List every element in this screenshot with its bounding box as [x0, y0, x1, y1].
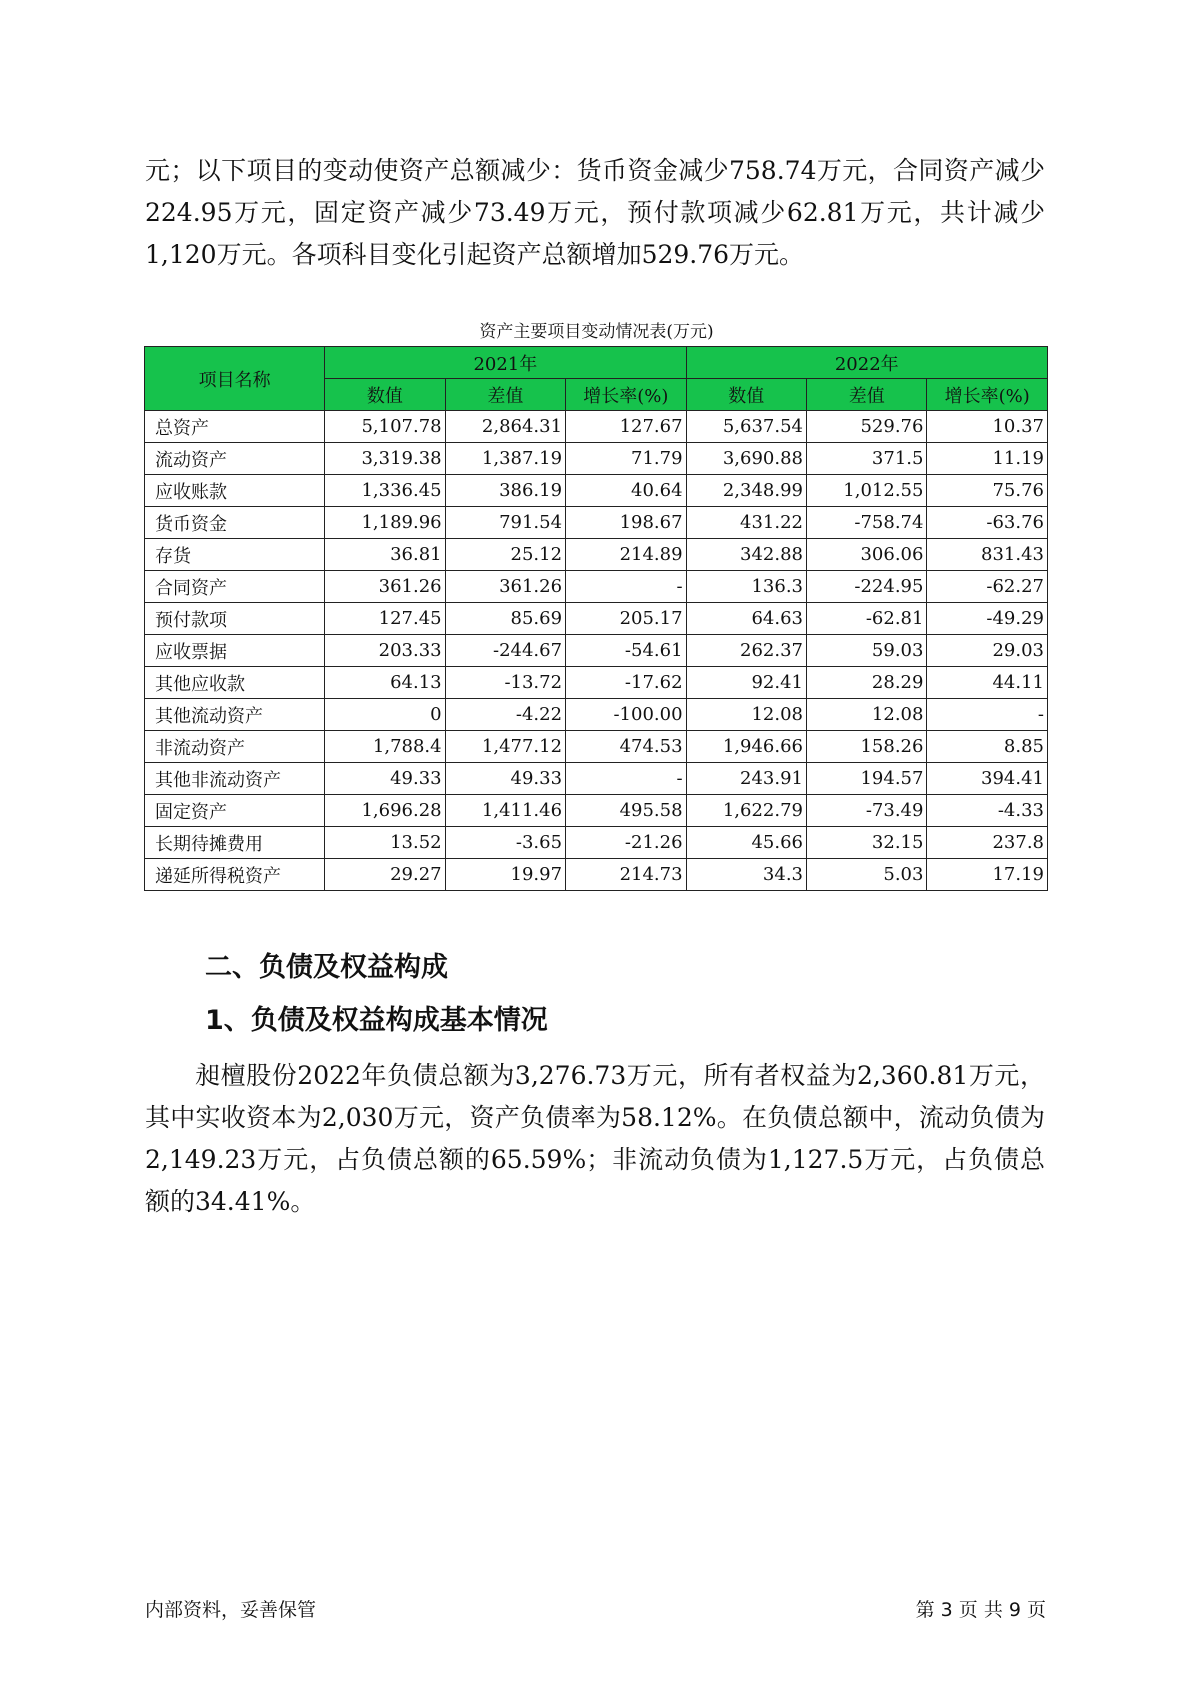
- cell-growth-2021: 198.67: [566, 507, 686, 539]
- cell-diff-2022: 371.5: [807, 443, 927, 475]
- cell-growth-2021: 474.53: [566, 731, 686, 763]
- cell-item-name: 固定资产: [145, 795, 325, 827]
- cell-item-name: 流动资产: [145, 443, 325, 475]
- cell-growth-2022: 29.03: [927, 635, 1048, 667]
- header-diff-2022: 差值: [807, 379, 927, 411]
- cell-diff-2021: 1,411.46: [445, 795, 565, 827]
- header-growth-2021: 增长率(%): [566, 379, 686, 411]
- table-row: [145, 731, 1048, 763]
- cell-growth-2022: -4.33: [927, 795, 1048, 827]
- cell-item-name: 其他非流动资产: [145, 763, 325, 795]
- intro-paragraph: 元；以下项目的变动使资产总额减少：货币资金减少758.74万元，合同资产减少224.95万元，固定资产减少73.49万元，预付款项减少62.81万元，共计减少1,120万元。各项科目变化引起资产总额增加529.76万元。: [145, 156, 1045, 269]
- cell-value-2021: 1,189.96: [325, 507, 445, 539]
- cell-value-2021: 127.45: [325, 603, 445, 635]
- cell-value-2021: 64.13: [325, 667, 445, 699]
- cell-diff-2021: 85.69: [445, 603, 565, 635]
- header-year-2022: 2022年: [686, 347, 1047, 379]
- cell-item-name: 长期待摊费用: [145, 827, 325, 859]
- cell-growth-2022: -62.27: [927, 571, 1048, 603]
- table-body: [145, 411, 1048, 891]
- cell-diff-2022: 12.08: [807, 699, 927, 731]
- cell-diff-2022: 529.76: [807, 411, 927, 443]
- cell-growth-2022: 394.41: [927, 763, 1048, 795]
- table-row: [145, 795, 1048, 827]
- cell-growth-2021: 127.67: [566, 411, 686, 443]
- cell-growth-2021: -17.62: [566, 667, 686, 699]
- cell-value-2022: 1,946.66: [686, 731, 806, 763]
- cell-growth-2022: -49.29: [927, 603, 1048, 635]
- cell-value-2022: 136.3: [686, 571, 806, 603]
- cell-item-name: 存货: [145, 539, 325, 571]
- cell-diff-2021: 25.12: [445, 539, 565, 571]
- subsection-heading: 1、负债及权益构成基本情况: [205, 1005, 548, 1036]
- cell-value-2022: 2,348.99: [686, 475, 806, 507]
- cell-growth-2022: -: [927, 699, 1048, 731]
- cell-diff-2021: 2,864.31: [445, 411, 565, 443]
- cell-growth-2022: -63.76: [927, 507, 1048, 539]
- table-row: [145, 411, 1048, 443]
- table-row: [145, 763, 1048, 795]
- cell-growth-2021: 214.89: [566, 539, 686, 571]
- cell-value-2022: 431.22: [686, 507, 806, 539]
- cell-diff-2022: 306.06: [807, 539, 927, 571]
- cell-value-2021: 1,696.28: [325, 795, 445, 827]
- cell-growth-2021: -100.00: [566, 699, 686, 731]
- cell-diff-2022: 5.03: [807, 859, 927, 891]
- cell-growth-2021: 205.17: [566, 603, 686, 635]
- cell-diff-2021: 1,477.12: [445, 731, 565, 763]
- header-growth-2022: 增长率(%): [927, 379, 1048, 411]
- cell-growth-2021: 71.79: [566, 443, 686, 475]
- cell-growth-2022: 10.37: [927, 411, 1048, 443]
- cell-diff-2022: -62.81: [807, 603, 927, 635]
- cell-item-name: 其他流动资产: [145, 699, 325, 731]
- cell-value-2022: 1,622.79: [686, 795, 806, 827]
- cell-growth-2022: 75.76: [927, 475, 1048, 507]
- table-row: [145, 667, 1048, 699]
- table-row: [145, 603, 1048, 635]
- cell-value-2022: 342.88: [686, 539, 806, 571]
- cell-value-2021: 13.52: [325, 827, 445, 859]
- cell-value-2022: 3,690.88: [686, 443, 806, 475]
- cell-growth-2021: 214.73: [566, 859, 686, 891]
- table-row: [145, 571, 1048, 603]
- cell-value-2022: 243.91: [686, 763, 806, 795]
- cell-value-2022: 12.08: [686, 699, 806, 731]
- cell-diff-2021: -3.65: [445, 827, 565, 859]
- cell-value-2021: 1,336.45: [325, 475, 445, 507]
- table-row: [145, 475, 1048, 507]
- asset-change-table: [144, 346, 1048, 891]
- cell-growth-2022: 237.8: [927, 827, 1048, 859]
- cell-growth-2021: 495.58: [566, 795, 686, 827]
- cell-value-2021: 203.33: [325, 635, 445, 667]
- header-year-2021: 2021年: [325, 347, 686, 379]
- cell-growth-2022: 44.11: [927, 667, 1048, 699]
- cell-growth-2021: -21.26: [566, 827, 686, 859]
- cell-diff-2021: 361.26: [445, 571, 565, 603]
- cell-item-name: 预付款项: [145, 603, 325, 635]
- cell-item-name: 货币资金: [145, 507, 325, 539]
- cell-value-2022: 34.3: [686, 859, 806, 891]
- cell-value-2021: 3,319.38: [325, 443, 445, 475]
- cell-diff-2021: 386.19: [445, 475, 565, 507]
- liability-paragraph: 昶檀股份2022年负债总额为3,276.73万元，所有者权益为2,360.81万元，其中实收资本为2,030万元，资产负债率为58.12%。在负债总额中，流动负债为2,149.23万元，占负债总额的65.59%；非流动负债为1,127.5万元，占负债总额的34.41%。: [145, 1061, 1046, 1216]
- cell-value-2022: 92.41: [686, 667, 806, 699]
- cell-value-2021: 1,788.4: [325, 731, 445, 763]
- header-item-name: 项目名称: [145, 347, 325, 411]
- cell-value-2022: 64.63: [686, 603, 806, 635]
- table-row: [145, 539, 1048, 571]
- cell-growth-2022: 8.85: [927, 731, 1048, 763]
- cell-item-name: 应收票据: [145, 635, 325, 667]
- cell-value-2022: 5,637.54: [686, 411, 806, 443]
- cell-value-2021: 36.81: [325, 539, 445, 571]
- cell-value-2021: 5,107.78: [325, 411, 445, 443]
- cell-item-name: 其他应收款: [145, 667, 325, 699]
- cell-item-name: 非流动资产: [145, 731, 325, 763]
- section-heading: 二、负债及权益构成: [205, 952, 448, 983]
- table-row: [145, 699, 1048, 731]
- cell-diff-2021: 49.33: [445, 763, 565, 795]
- table-row: [145, 635, 1048, 667]
- cell-growth-2021: -54.61: [566, 635, 686, 667]
- cell-value-2021: 29.27: [325, 859, 445, 891]
- cell-diff-2021: 1,387.19: [445, 443, 565, 475]
- cell-value-2022: 45.66: [686, 827, 806, 859]
- table-row: [145, 507, 1048, 539]
- cell-value-2021: 361.26: [325, 571, 445, 603]
- cell-item-name: 应收账款: [145, 475, 325, 507]
- cell-diff-2022: 194.57: [807, 763, 927, 795]
- cell-item-name: 合同资产: [145, 571, 325, 603]
- cell-growth-2022: 11.19: [927, 443, 1048, 475]
- cell-value-2021: 49.33: [325, 763, 445, 795]
- cell-growth-2021: -: [566, 763, 686, 795]
- cell-diff-2022: 1,012.55: [807, 475, 927, 507]
- cell-item-name: 总资产: [145, 411, 325, 443]
- footer-confidential-note: 内部资料，妥善保管: [145, 1599, 317, 1621]
- table-row: [145, 859, 1048, 891]
- cell-diff-2021: -244.67: [445, 635, 565, 667]
- header-value-2021: 数值: [325, 379, 445, 411]
- cell-diff-2022: 59.03: [807, 635, 927, 667]
- cell-diff-2022: -224.95: [807, 571, 927, 603]
- cell-diff-2021: -13.72: [445, 667, 565, 699]
- table-row: [145, 827, 1048, 859]
- cell-diff-2021: 791.54: [445, 507, 565, 539]
- cell-growth-2021: -: [566, 571, 686, 603]
- header-value-2022: 数值: [686, 379, 806, 411]
- cell-diff-2022: -73.49: [807, 795, 927, 827]
- table-caption: 资产主要项目变动情况表(万元): [479, 322, 714, 342]
- cell-diff-2022: 32.15: [807, 827, 927, 859]
- cell-diff-2022: -758.74: [807, 507, 927, 539]
- cell-diff-2022: 158.26: [807, 731, 927, 763]
- table-row: [145, 443, 1048, 475]
- cell-value-2021: 0: [325, 699, 445, 731]
- cell-value-2022: 262.37: [686, 635, 806, 667]
- cell-item-name: 递延所得税资产: [145, 859, 325, 891]
- cell-diff-2021: 19.97: [445, 859, 565, 891]
- cell-diff-2022: 28.29: [807, 667, 927, 699]
- cell-diff-2021: -4.22: [445, 699, 565, 731]
- footer-page-number: 第 3 页 共 9 页: [915, 1599, 1046, 1621]
- cell-growth-2022: 831.43: [927, 539, 1048, 571]
- cell-growth-2021: 40.64: [566, 475, 686, 507]
- cell-growth-2022: 17.19: [927, 859, 1048, 891]
- header-diff-2021: 差值: [445, 379, 565, 411]
